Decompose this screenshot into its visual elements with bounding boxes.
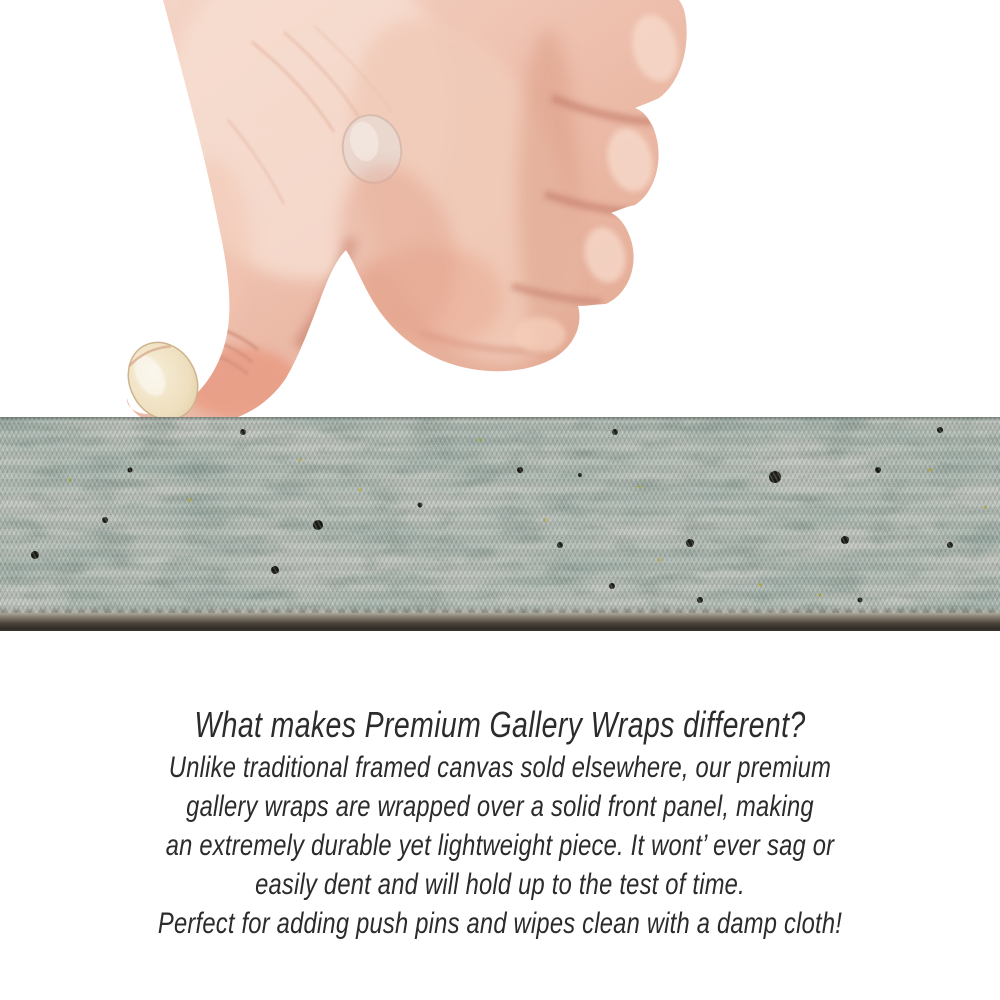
- thumb-light: [170, 160, 250, 340]
- body-line: gallery wraps are wrapped over a solid front panel, making: [186, 790, 814, 823]
- canvas-dark-edge: [0, 613, 1000, 631]
- headline: What makes Premium Gallery Wraps different?: [194, 704, 806, 745]
- canvas-top-fringe: [0, 417, 1000, 421]
- body-line: Unlike traditional framed canvas sold elsewhere, our premium: [168, 751, 832, 784]
- canvas-weave-overlay: [0, 417, 1000, 613]
- knuckle-highlight: [514, 317, 566, 353]
- body-line: Perfect for adding push pins and wipes clean with a damp cloth!: [157, 907, 843, 940]
- hand-figure: [0, 0, 1000, 440]
- body-line: easily dent and will hold up to the test of time.: [255, 868, 745, 901]
- body-line: an extremely durable yet lightweight piece. It wont’ ever sag or: [165, 829, 835, 862]
- hand-photo: [0, 0, 1000, 440]
- thumb-blush: [182, 347, 298, 419]
- marketing-text-block: [105, 702, 895, 943]
- canvas-strip: [0, 417, 1000, 631]
